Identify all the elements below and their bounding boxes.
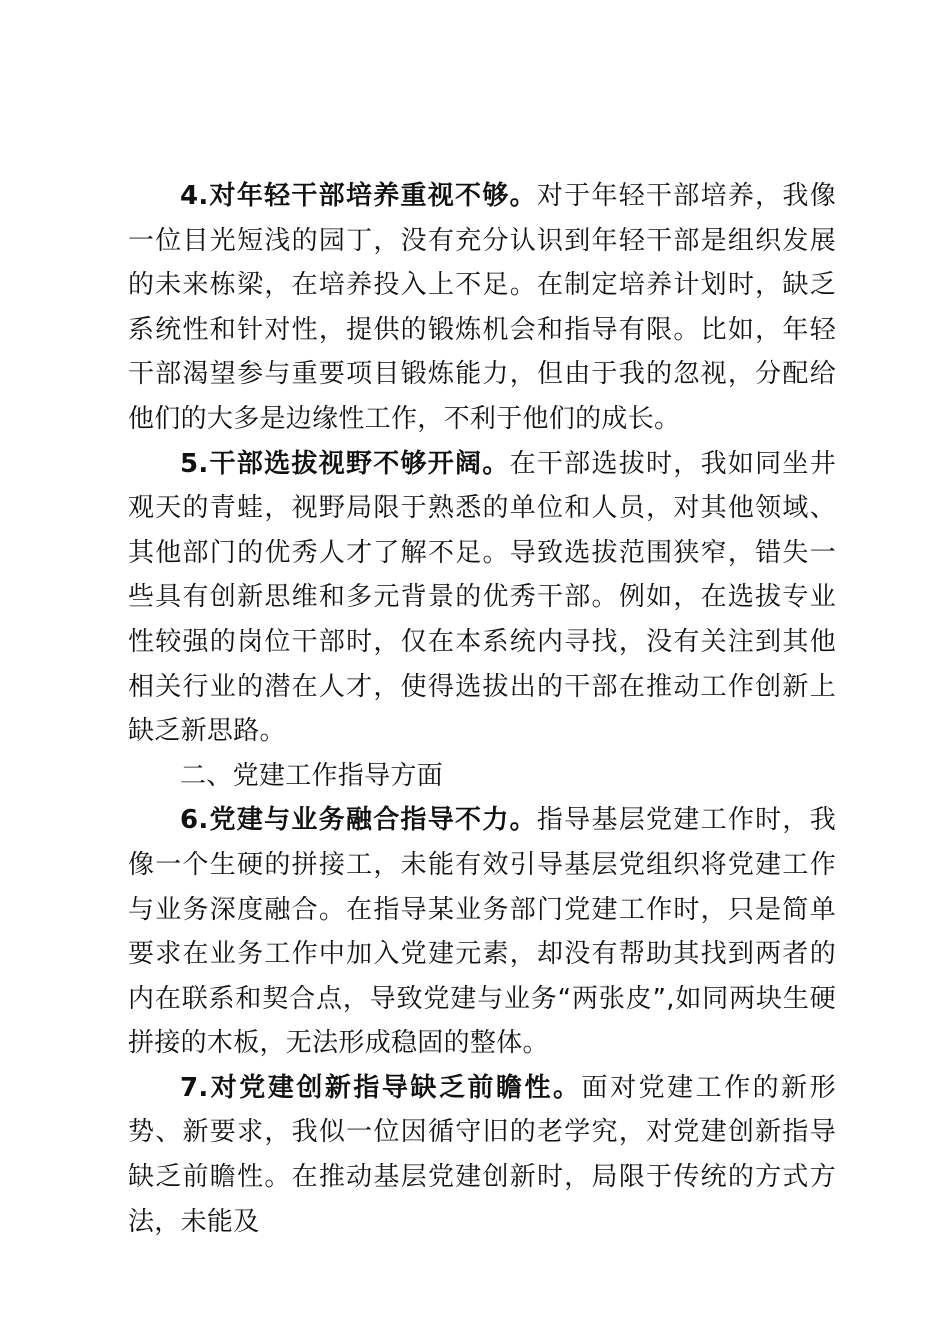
paragraph-5-heading: 5.干部选拔视野不够开阔。 [180, 448, 510, 479]
paragraph-5-text: 在干部选拔时，我如同坐井观天的青蛙，视野局限于熟悉的单位和人员，对其他领域、其他部门的优秀人才了解不足。导致选拔范围狭窄，错失一些具有创新思维和多元背景的优秀干部。例如，在选拔专业性较强的岗位干部时，仅在本系统内寻找，没有关注到其他相关行业的潜在人才，使得选拔出的干部在推动工作创新上缺乏新思路。 [128, 448, 836, 747]
paragraph-6-text: 指导基层党建工作时，我像一个生硬的拼接工，未能有效引导基层党组织将党建工作与业务深度融合。在指导某业务部门党建工作时，只是简单要求在业务工作中加入党建元素，却没有帮助其找到两者的内在联系和契合点，导致党建与业务“两张皮”,如同两块生硬拼接的木板，无法形成稳固的整体。 [128, 805, 836, 1059]
paragraph-6 [128, 798, 836, 1066]
paragraph-5 [128, 442, 836, 754]
section-title: 二、党建工作指导方面 [180, 760, 444, 791]
paragraph-7-text: 面对党建工作的新形势、新要求，我似一位因循守旧的老学究，对党建创新指导缺乏前瞻性。在推动基层党建创新时，局限于传统的方式方法，未能及 [128, 1072, 837, 1237]
paragraph-7-heading: 7.对党建创新指导缺乏前瞻性。 [180, 1072, 582, 1103]
paragraph-4-text: 对于年轻干部培养，我像一位目光短浅的园丁，没有充分认识到年轻干部是组织发展的未来栋梁，在培养投入上不足。在制定培养计划时，缺乏系统性和针对性，提供的锻炼机会和指导有限。比如，年轻干部渴望参与重要项目锻炼能力，但由于我的忽视，分配给他们的大多是边缘性工作，不利于他们的成长。 [128, 181, 836, 434]
paragraph-4-heading: 4.对年轻干部培养重视不够。 [180, 181, 537, 211]
paragraph-6-heading: 6.党建与业务融合指导不力。 [180, 805, 537, 836]
paragraph-7 [128, 1066, 836, 1244]
paragraph-4 [128, 174, 836, 442]
document-page [128, 174, 836, 1244]
